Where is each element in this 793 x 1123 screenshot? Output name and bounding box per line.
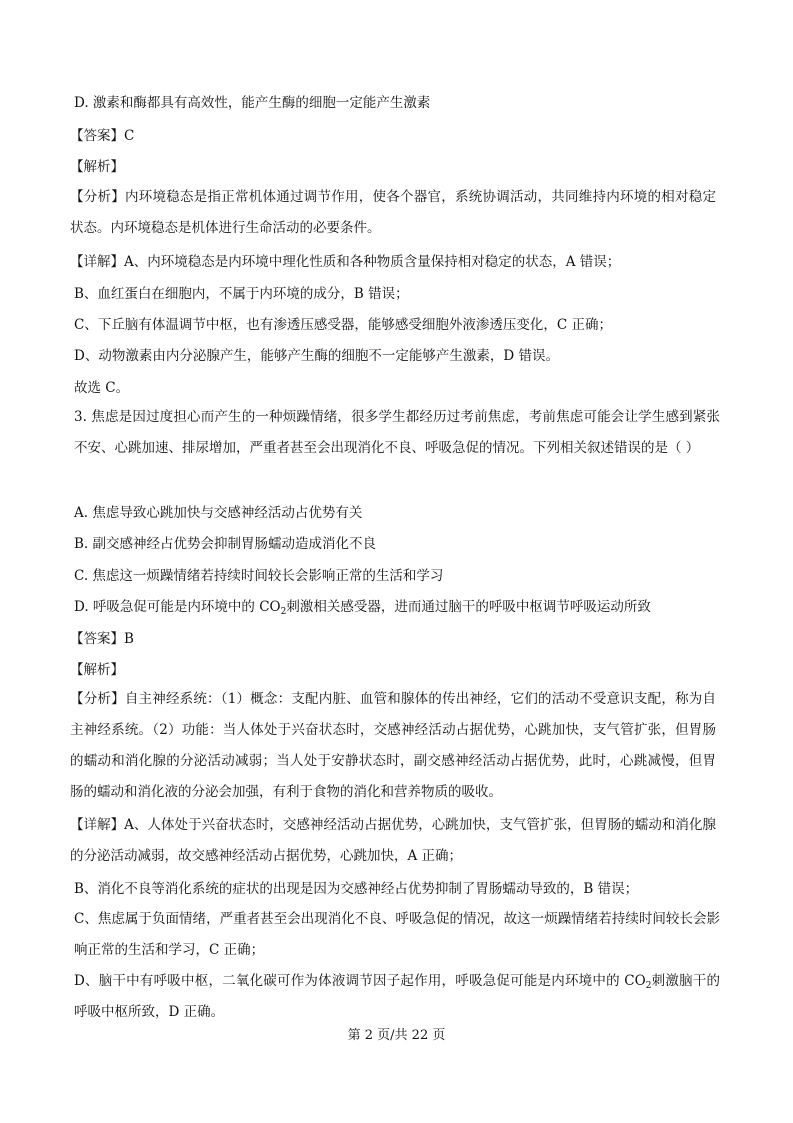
- answer-label-q3: 【答案】B: [70, 631, 134, 647]
- answer-label-q2: 【答案】C: [70, 128, 135, 144]
- option-c-q3: C. 焦虑这一烦躁情绪若持续时间较长会影响正常的生活和学习: [74, 568, 444, 584]
- detail-b-q2: B、血红蛋白在细胞内，不属于内环境的成分，B 错误；: [74, 286, 409, 302]
- conclusion-q2: 故选 C。: [74, 380, 130, 396]
- question-3-stem: 3. 焦虑是因过度担心而产生的一种烦躁情绪，很多学生都经历过考前焦虑，考前焦虑可能会让学生感到紧张不安、心跳加速、排尿增加，严重者甚至会出现消化不良、呼吸急促的情况。下列相关叙述错误的是（ ）: [74, 409, 720, 456]
- co2-subscript: 2: [280, 607, 287, 617]
- option-d-q3: [74, 598, 651, 616]
- co2-subscript-2: 2: [645, 981, 652, 991]
- analysis-summary-q3: 【分析】自主神经系统：（1）概念：支配内脏、血管和腺体的传出神经，它们的活动不受意识支配，称为自主神经系统。（2）功能：当人体处于兴奋状态时，交感神经活动占据优势，心跳加快，支气管扩张，但胃肠的蠕动和消化腺的分泌活动减弱；当人处于安静状态时，副交感神经活动占据优势，此时，心跳减慢，但胃肠的蠕动和消化液的分泌会加强，有利于食物的消化和营养物质的吸收。: [70, 691, 716, 800]
- page-footer: 第 2 页/共 22 页: [347, 1028, 446, 1043]
- detail-a-q2: 【详解】A、内环境稳态是内环境中理化性质和各种物质含量保持相对稳定的状态，A 错误；: [70, 254, 621, 270]
- option-d-q3-part2: 刺激相关感受器，进而通过脑干的呼吸中枢调节呼吸运动所致: [286, 599, 651, 615]
- detail-c-q3: C、焦虑属于负面情绪，严重者甚至会出现消化不良、呼吸急促的情况，故这一烦躁情绪若持续时间较长会影响正常的生活和学习，C 正确；: [74, 911, 720, 958]
- analysis-summary-q2: 【分析】内环境稳态是指正常机体通过调节作用，使各个器官，系统协调活动，共同维持内环境的相对稳定状态。内环境稳态是机体进行生命活动的必要条件。: [70, 189, 716, 236]
- detail-d-q3-part2: 刺激脑干的呼吸中枢所致，D 正确。: [74, 973, 720, 1020]
- detail-b-q3: B、消化不良等消化系统的症状的出现是因为交感神经占优势抑制了胃肠蠕动导致的，B 错误；: [74, 881, 639, 897]
- option-a-q3: A. 焦虑导致心跳加快与交感神经活动占优势有关: [74, 505, 363, 521]
- detail-c-q2: C、下丘脑有体温调节中枢，也有渗透压感受器，能够感受细胞外液渗透压变化，C 正确；: [74, 317, 612, 333]
- detail-d-q3: [74, 966, 720, 1028]
- detail-a-q3: 【详解】A、人体处于兴奋状态时，交感神经活动占据优势，心跳加快，支气管扩张，但胃肠的蠕动和消化腺的分泌活动减弱，故交感神经活动占据优势，心跳加快，A 正确；: [70, 817, 716, 864]
- analysis-label-q3: 【解析】: [70, 662, 124, 678]
- detail-d-q2: D、动物激素由内分泌腺产生，能够产生酶的细胞不一定能够产生激素，D 错误。: [74, 348, 559, 364]
- option-d-q3-part1: D. 呼吸急促可能是内环境中的 CO: [74, 599, 281, 615]
- analysis-label-q2: 【解析】: [70, 159, 124, 175]
- option-d-q2: D. 激素和酶都具有高效性，能产生酶的细胞一定能产生激素: [74, 95, 431, 111]
- detail-d-q3-part1: D、脑干中有呼吸中枢，二氧化碳可作为体液调节因子起作用，呼吸急促可能是内环境中的 CO: [74, 973, 646, 989]
- option-b-q3: B. 副交感神经占优势会抑制胃肠蠕动造成消化不良: [74, 536, 377, 552]
